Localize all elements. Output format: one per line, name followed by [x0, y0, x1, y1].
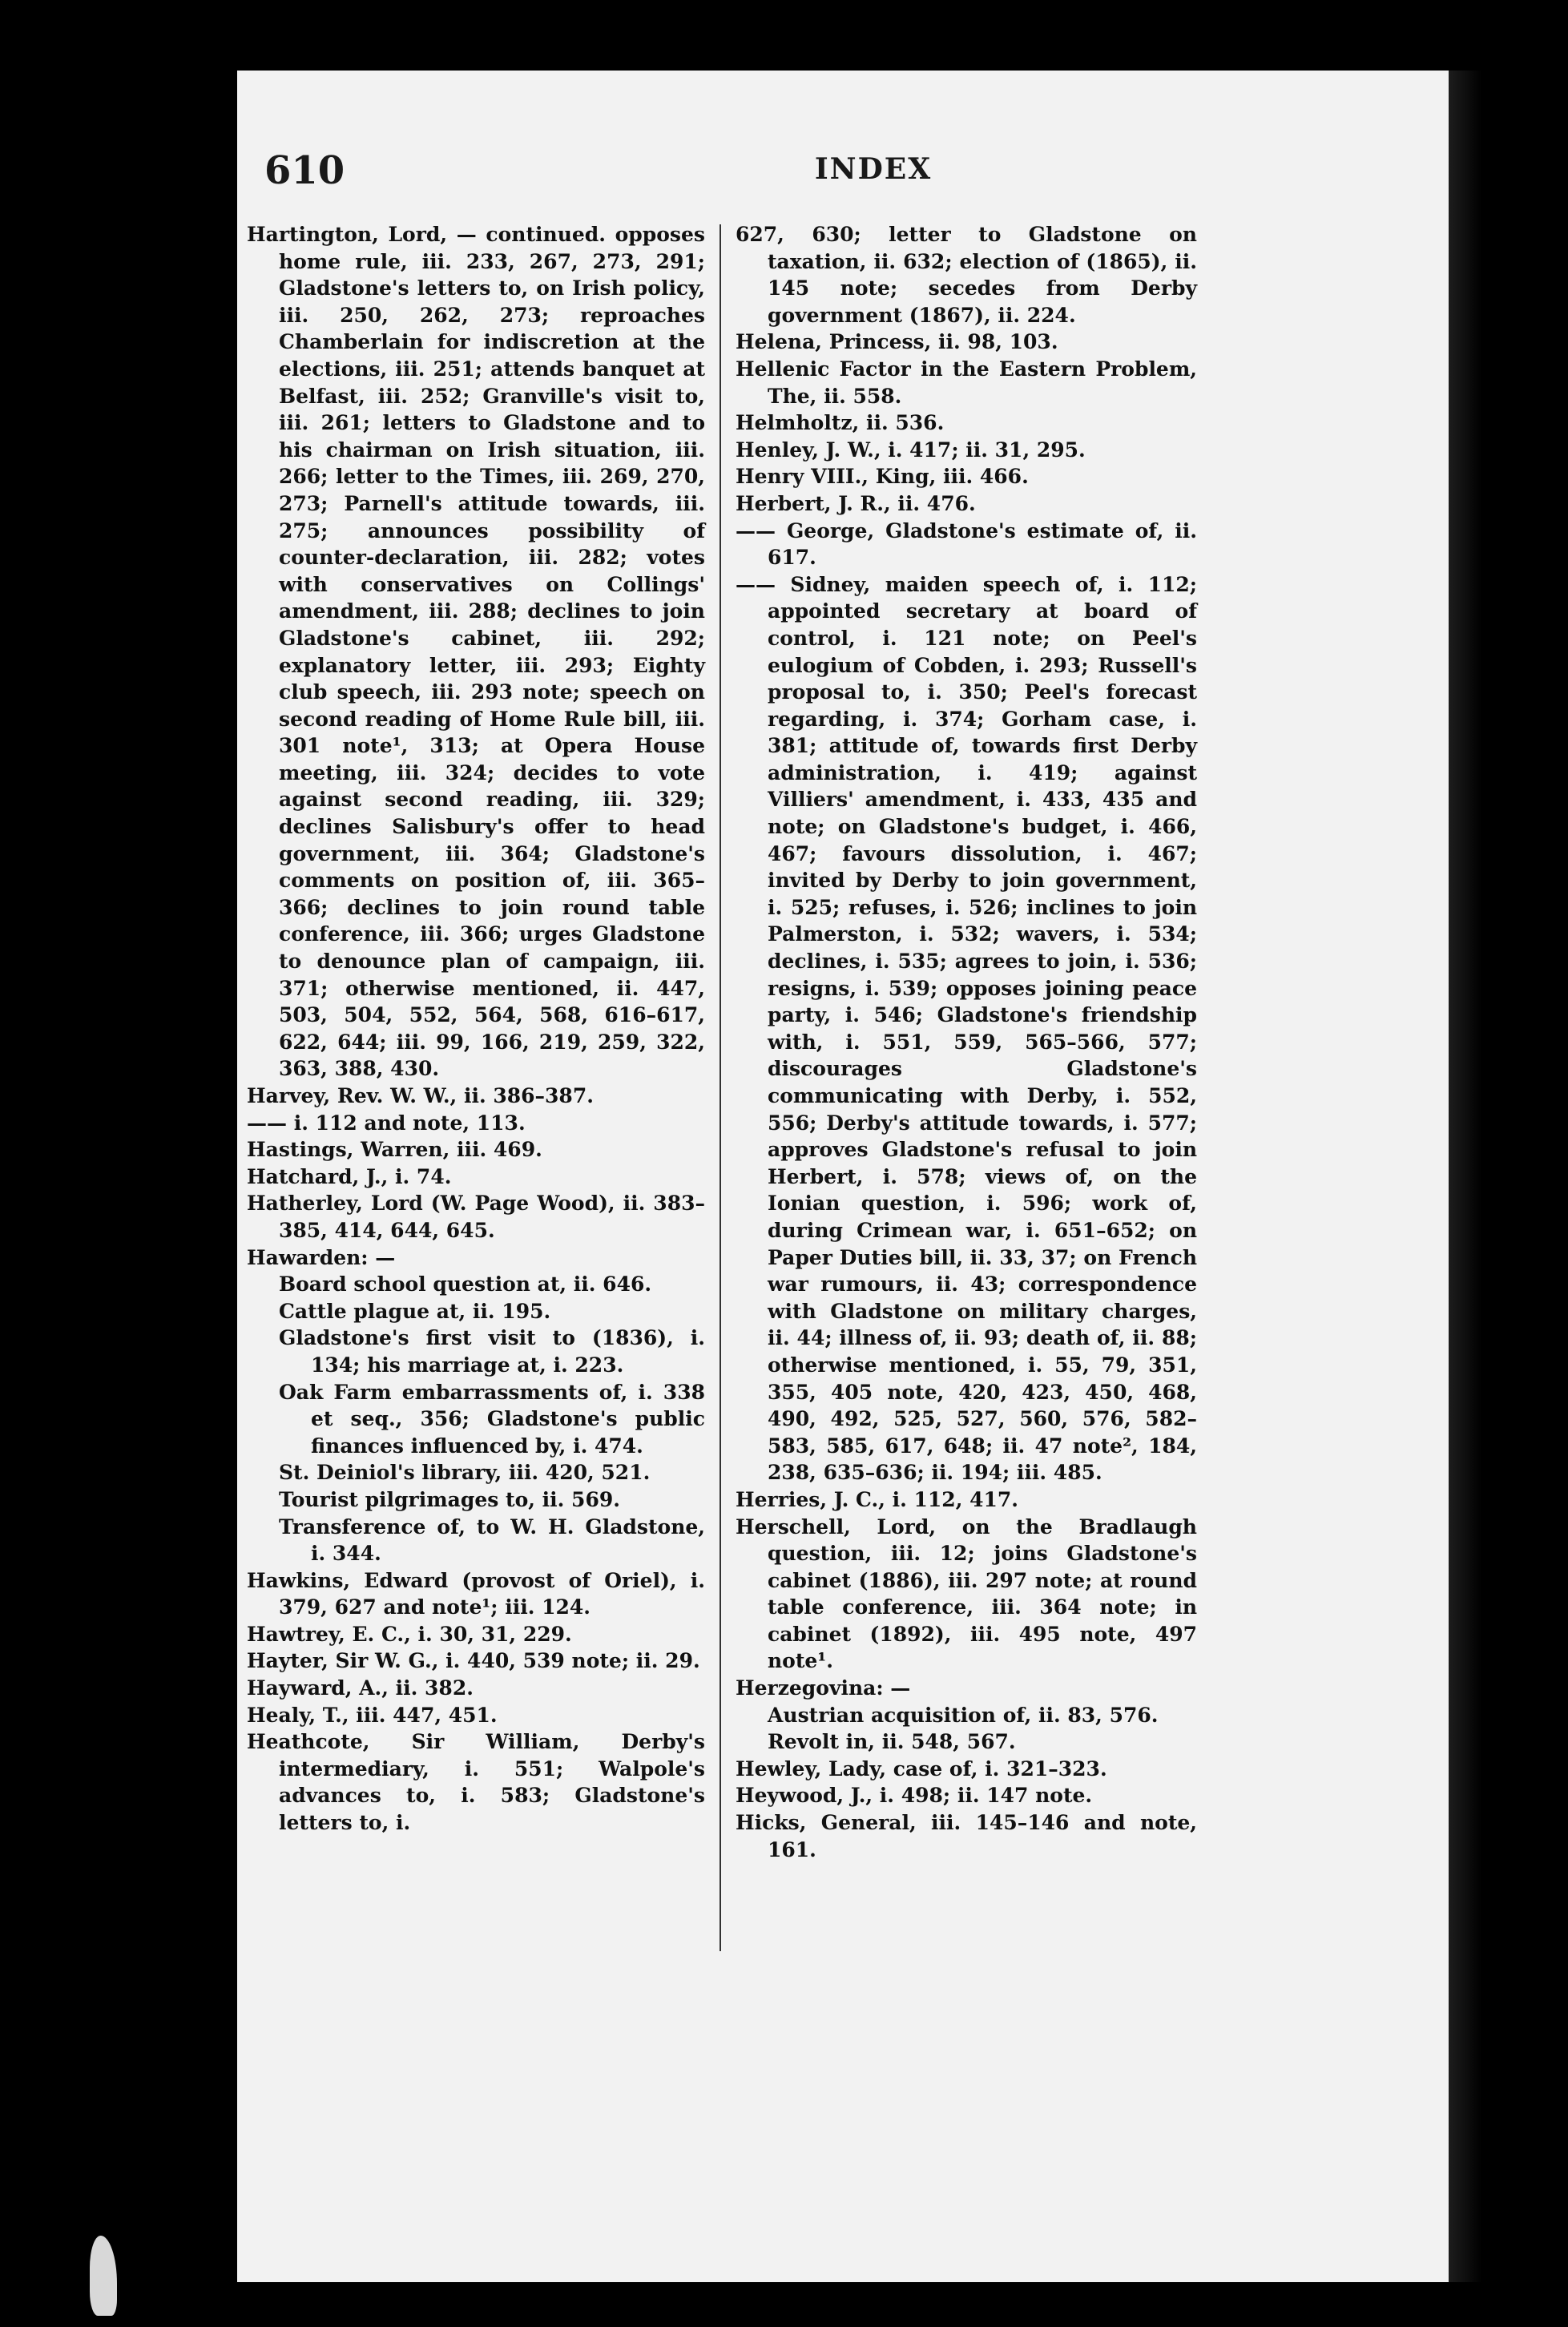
index-entry: Hicks, General, iii. 145–146 and note, 161. — [736, 1811, 1197, 1861]
index-entry: Hatherley, Lord (W. Page Wood), ii. 383–385, 414, 644, 645. — [247, 1192, 705, 1242]
index-subentry: Austrian acquisition of, ii. 83, 576. — [768, 1703, 1159, 1727]
index-subentry: Board school question at, ii. 646. — [279, 1272, 652, 1297]
index-entry: Henley, J. W., i. 417; ii. 31, 295. — [736, 438, 1086, 462]
index-subentry: Oak Farm embarrassments of, i. 338 et seq., 356; Gladstone's public finances influenced by, i. 474. — [279, 1380, 705, 1458]
index-subentry: Transference of, to W. H. Gladstone, i. 344. — [279, 1514, 705, 1566]
index-entry: Henry VIII., King, iii. 466. — [736, 465, 1029, 489]
page-number: 610 — [264, 148, 345, 193]
index-entry: Heathcote, Sir William, Derby's intermediary, i. 551; Walpole's advances to, i. 583; Gladstone's letters to, i. — [247, 1730, 705, 1835]
index-entry: Hayward, A., ii. 382. — [247, 1676, 474, 1700]
index-entry: Herzegovina: — — [736, 1676, 911, 1700]
index-entry: —— George, Gladstone's estimate of, ii. 617. — [736, 518, 1197, 570]
index-entry: Hawarden: — — [247, 1245, 396, 1269]
index-subentry: Revolt in, ii. 548, 567. — [768, 1730, 1016, 1754]
index-entry: Herries, J. C., i. 112, 417. — [736, 1487, 1019, 1511]
index-column-left — [247, 221, 705, 1837]
index-subentry: St. Deiniol's library, iii. 420, 521. — [279, 1461, 651, 1485]
index-entry: —— i. 112 and note, 113. — [247, 1111, 526, 1135]
index-subentry: Tourist pilgrimages to, ii. 569. — [279, 1487, 620, 1511]
index-subentry: Gladstone's first visit to (1836), i. 134; his marriage at, i. 223. — [279, 1326, 705, 1377]
index-entry: Helmholtz, ii. 536. — [736, 411, 945, 435]
column-divider — [720, 224, 721, 1951]
index-entry: Hatchard, J., i. 74. — [247, 1164, 452, 1188]
index-column-right — [736, 221, 1197, 1863]
index-subentry: Cattle plague at, ii. 195. — [279, 1299, 551, 1323]
index-entry: Helena, Princess, ii. 98, 103. — [736, 330, 1058, 354]
index-entry: Hawkins, Edward (provost of Oriel), i. 379, 627 and note¹; iii. 124. — [247, 1568, 705, 1619]
index-entry: Hellenic Factor in the Eastern Problem, The, ii. 558. — [736, 357, 1197, 408]
scan-artifact-mark — [90, 2236, 117, 2316]
index-entry: Healy, T., iii. 447, 451. — [247, 1703, 498, 1727]
index-entry: Herbert, J. R., ii. 476. — [736, 491, 976, 515]
index-entry: Herschell, Lord, on the Bradlaugh question, iii. 12; joins Gladstone's cabinet (1886), iii. 297 note; at round table conference, iii. 364 note; in cabinet (1892), iii. 495 note, 497 note¹. — [736, 1514, 1197, 1673]
index-entry: —— Sidney, maiden speech of, i. 112; appointed secretary at board of control, i. 121 note; on Peel's eulogium of Cobden, i. 293; Russell's proposal to, i. 350; Peel's forecast regarding, i. 374; Gorham case, i. 381; attitude of, towards first Derby administration, i. 419; against Villiers' amendment, i. 433, 435 and note; on Gladstone's budget, i. 466, 467; favours dissolution, i. 467; invited by Derby to join government, i. 525; refuses, i. 526; inclines to join Palmerston, i. 532; wavers, i. 534; declines, i. 535; agrees to join, i. 536; resigns, i. 539; opposes joining peace party, i. 546; Gladstone's friendship with, i. 551, 559, 565–566, 577; discourages Gladstone's communicating with Derby, i. 552, 556; Derby's attitude towards, i. 577; approves Gladstone's refusal to join Herbert, i. 578; views of, on the Ionian question, i. 596; work of, during Crimean war, i. 651–652; on Paper Duties bill, ii. 33, 37; on French war rumours, ii. 43; correspondence with Gladstone on military charges, ii. 44; illness of, ii. 93; death of, ii. 88; otherwise mentioned, i. 55, 79, 351, 355, 405 note, 420, 423, 450, 468, 490, 492, 525, 527, 560, 576, 582–583, 585, 617, 648; ii. 47 note², 184, 238, 635–636; ii. 194; iii. 485. — [736, 572, 1197, 1485]
index-entry: 627, 630; letter to Gladstone on taxation, ii. 632; election of (1865), ii. 145 note; secedes from Derby government (1867), ii. 224. — [736, 223, 1197, 327]
running-head: INDEX — [814, 152, 933, 186]
index-entry: Heywood, J., i. 498; ii. 147 note. — [736, 1784, 1093, 1808]
index-entry: Hewley, Lady, case of, i. 321–323. — [736, 1756, 1107, 1781]
index-entry: Hartington, Lord, — continued. opposes home rule, iii. 233, 267, 273, 291; Gladstone's letters to, on Irish policy, iii. 250, 262, 273; reproaches Chamberlain for indiscretion at the elections, iii. 251; attends banquet at Belfast, iii. 252; Granville's visit to, iii. 261; letters to Gladstone and to his chairman on Irish situation, iii. 266; letter to the Times, iii. 269, 270, 273; Parnell's attitude towards, iii. 275; announces possibility of counter-declaration, iii. 282; votes with conservatives on Collings' amendment, iii. 288; declines to join Gladstone's cabinet, iii. 292; explanatory letter, iii. 293; Eighty club speech, iii. 293 note; speech on second reading of Home Rule bill, iii. 301 note¹, 313; at Opera House meeting, iii. 324; decides to vote against second reading, iii. 329; declines Salisbury's offer to head government, iii. 364; Gladstone's comments on position of, iii. 365–366; declines to join round table conference, iii. 366; urges Gladstone to denounce plan of campaign, iii. 371; otherwise mentioned, ii. 447, 503, 504, 552, 564, 568, 616–617, 622, 644; iii. 99, 166, 219, 259, 322, 363, 388, 430. — [247, 223, 705, 1081]
page-edge-shadow — [1449, 71, 1497, 2282]
index-entry: Hastings, Warren, iii. 469. — [247, 1138, 542, 1162]
index-entry: Hawtrey, E. C., i. 30, 31, 229. — [247, 1622, 572, 1646]
index-entry: Hayter, Sir W. G., i. 440, 539 note; ii. 29. — [247, 1649, 700, 1673]
index-entry: Harvey, Rev. W. W., ii. 386–387. — [247, 1084, 594, 1107]
